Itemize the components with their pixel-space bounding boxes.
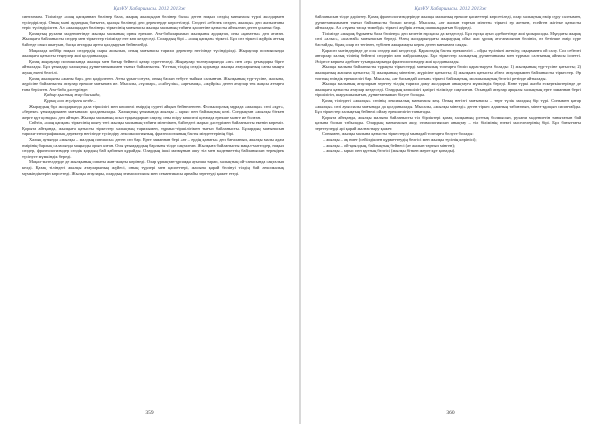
- page-number: 359: [145, 410, 154, 416]
- list-item: – жылқы – ырыс пен құттың белгісі (жылқы біткен жерге құт қонады).: [323, 148, 456, 154]
- right-page: [301, 0, 600, 424]
- verse-line: Қадыр қыстың жар басында,: [44, 92, 101, 98]
- list-item: – жылқы – ақ ниет (сейілдікпен құрметтеудің белгісі мен жылқы түсінің көрінісі);: [323, 137, 477, 143]
- paragraph: Қазақ тіліндегі «жылқы» сөзінің лексикалық мағынасы кең. Оның негізгі мағынасы – төрт түлік малдың бір түрі. Сонымен қатар «жылқы» сөзі ауыспалы мағынада да қолданылады. Мысалы, «жылқы мінезді» деген тіркес адамның табиғатын, мінез-құлқын сипаттайды. Бұл тіркестер халықтың бейнелі ойлау ерекшелігін танытады.: [315, 97, 581, 115]
- paragraph: Қазақтың рухани мәдениетінде жылқы малының орны ерекше. Ата-бабаларымыз жылқыны ардақтап, оны «қанатты» деп атаған. Жылқыға байланысты сөздер мен тіркестер тілімізде өте көп кездеседі. Солардың бірі – «шаң қапқан» тіркесі. Бұл сөз тіркесі жүйрік аттың бәйгеде озып шығуын, басқа аттарды артта қалдыруын бейнелейді.: [22, 30, 284, 47]
- paragraph: Қазақ жылқыны «жаны бар» деп қадірлеген. Атты ұрып-соғуға, оның басын тебуге тыйым салынған. Жылқының түр-түсіне, жасына, жүрісіне байланысты атаулар ерекше мағынаға ие. Мысалы, «тұлпар», «сәйгүлік», «арғымақ», «жүйрік» деген атаулар тек жақсы аттарға ғана берілген. Ата-баба дәстүрінде:: [22, 75, 284, 92]
- right-page-text: [315, 14, 581, 402]
- running-header: ҚазҰУ Хабаршысы. 2012 2013ж: [113, 7, 186, 12]
- paragraph: байланысын тілде дәріптеу. Қазақ фразеологизмдерінде жылқы малының ерекше қасиеттері көрсетіледі, олар халықтың өмір сүру салтымен, дүниетанымымен тығыз байланысты болып келеді. Мысалы, «ат жалын тартып мінген» тіркесі ер жеткен, есейген жігітке қатысты айтылады. Ал «тұяғы тасқа тимейді» тіркесі жүйрік аттың шапшаңдығын білдіреді.: [315, 14, 581, 31]
- paragraph: Қарасөз мәтіндерінде де осы сөздер жиі кездеседі. Қарасөздің басты ерекшелігі – ойды түсінікті жеткізу, оқырманға ой салу. Сол себепті авторлар халық тілінің бейнелі сөздерін көп пайдаланады. Бұл тіркестер халықтың дүниетанымы мен тұрмыс салтының айнасы іспетті. Әсіресе көркем әдебиет туындыларында фразеологизмдер жиі қолданылады.: [315, 47, 581, 64]
- paragraph: Сөйтіп, «шаң қапқан» тіркесінің шығу тегі жылқы малының табиғи мінезімен, бәйгедегі жарыс дәстүрімен байланысты екенін көреміз. Қорыта айтқанда, жылқыға қатысты тіркестер халықтың тарихымен, тұрмыс-тіршілігімен тығыз байланысты. Бұлардың мағынасын тарихи-этнографиялық деректер негізінде түсіндіру лексикологияның, фразеологияның басты міндеттерінің бірі.: [22, 120, 284, 137]
- paragraph: Жылқы малының атауларын зерттеу тілдің тарихи даму жолдарын анықтауға мүмкіндік береді. Көне түркі жазба ескерткіштерінде де жылқыға қатысты атаулар кездеседі. Олардың көпшілігі қазіргі тілімізде сақталған. Осындай атаулар арқылы халықтың ерте заманнан бергі тіршілігін, шаруашылығын, дүниетанымын білуге болады.: [315, 81, 581, 98]
- paragraph: Жыраудың бұл жолдарында дала тіршілігі мен көшпелі өмірдің суреті айқын бейнеленген. Фольклорлық мұрада «жылқы» сөзі «құт», «береке» ұғымдарымен мағыналас қолданылады. Халықтың ұғымында жылқы – ырыс пен байлықтың көзі. Сондықтан «жылқы біткен жерге құт қонады» деп айтқан. Жылқы малының асыл тұқымдарын сақтау, оны өсіру көшпелі қоғамда ерекше мәнге ие болған.: [22, 103, 284, 120]
- list-item: – жылқы – ой-қиялдың, байлықтың бейнесі (ат жалын тартып мінген);: [323, 142, 456, 148]
- verse-line: Құрық ала жүгірген кезде...: [44, 97, 97, 103]
- paragraph: Халық аузында «жылқы – малдың патшасы» деген сөз бар. Ерте заманнан бері «ат – ердің қанаты» деп бағаланып, жылқы малы адам өмірінің барлық саласында маңызды орын алған. Осы ұғымдардың барлығы тілде сақталған. Жылқыға байланысты мақал-мәтелдер, нақыл сөздер, фразеологизмдер сөздік қордың бай қабатын құрайды. Олардың ішкі мазмұнын ашу тіл мен мәдениеттің байланысын тереңірек түсінуге мүмкіндік береді.: [22, 137, 284, 159]
- page-number: 360: [446, 410, 455, 416]
- running-header: ҚазҰУ Хабаршысы. 2012 2013ж: [414, 7, 487, 12]
- paragraph: Тілімізде «жырақ бұрынғы бала бөлінер» деп келетін нұсқасы да кездеседі. Бұл нұсқа ауыз әдебиетінде жиі ұшырасады. Мұндағы жырақ сөзі «алыс», «шалғай» мағынасын береді. Өлең жолдарындағы жыраудың ойы: жас ұрпақ ата-анасынан бөлініп, өз бетінше өмір сүре бастайды, бірақ олар өз тегінен, түбінен ажырамауы керек деген мағынаға саяды.: [315, 30, 581, 47]
- paragraph: Жылқы малына байланысты тұрақты тіркестерді мағыналық топтарға бөліп қарастыруға болады: 1) жылқының түр-түсіне қатысты; 2) жылқының жасына қатысты; 3) жылқының мінезіне, жүрісіне қатысты; 4) жылқыға қатысты әбзел атауларымен байланысты тіркестер. Әр топтың өзіндік ерекшелігі бар. Мысалы, «ат басындай алтын» тіркесі байлықтың, молшылықтың белгісі ретінде айтылады.: [315, 64, 581, 81]
- paragraph: синтагмам. Тілімізде «шаң қапқаннан бөлінер бала, жырақ жылқыдан бөлінер бала» деген нақыл сөздің мағынасы түрлі жолдармен түсіндіріледі. Оның мәні аудандық бағытта, қылқы бөлінеді деп деректерде көрсетіледі. Сөздегі «ебелек сөзден, жылқы» деп жазылғаны теріс түсіндірілген. Ал «жылқыдан бөлінер» тіркесінің мағынасы жылқы малының табиғи қасиетіне қатысты айтылған деген ұсыныс бар.: [22, 14, 284, 31]
- paragraph: Қорыта айтқанда, жылқы малына байланысты тіл бірліктері қазақ халқының ұлттық болмысын, рухани мәдениетін танытатын бай қазына болып табылады. Олардың мағынасын ашу, этимологиясын анықтау – тіл білімінің өзекті мәселелерінің бірі. Бұл бағыттағы зерттеулерді әрі қарай жалғастыру қажет.: [315, 114, 581, 131]
- paragraph: Мақал-мәтелдерде де жылқының сипаты жан-жақты көрінеді. Олар ұрпақтан-ұрпаққа ауызша тарап, халықтың ой-санасында сақталып келді. Қазақ тіліндегі жылқы атауларының жүйесі, оның түрлері мен қасиеттері, жасына қарай бөлінуі тілдің бай лексикалық мүмкіндіктерін көрсетеді. Жылқы атаулары, олардың этимологиясы мен семантикасы арнайы зерттеуді қажет етеді.: [22, 159, 284, 176]
- paragraph: Сонымен, жылқы малына қатысты тіркестерді мынадай топтарға бөлуге болады:: [322, 131, 474, 137]
- paragraph: Мақалада кейбір нақыл сөздердің сыры ашылып, оның мағынасы тарихи деректер негізінде түсіндірілді. Жыраулар поэзиясында жылқыға қатысты теңеулер жиі қолданылады.: [22, 47, 284, 59]
- paragraph: Қазақ жыраулар поэзиясында жылқы мен батыр бейнесі қатар суреттеледі. Жыраулар толғауларында «ат» пен «ер» ұғымдары бірге айтылады. Бұл ұғымдар халықтың дүниетанымымен тығыз байланысты. Ұлттық тілдің сөздік қорында жылқы атауларының саны мыңға жуық екені белгілі.: [22, 58, 284, 75]
- left-page-text: [22, 14, 284, 402]
- left-page: [0, 0, 299, 424]
